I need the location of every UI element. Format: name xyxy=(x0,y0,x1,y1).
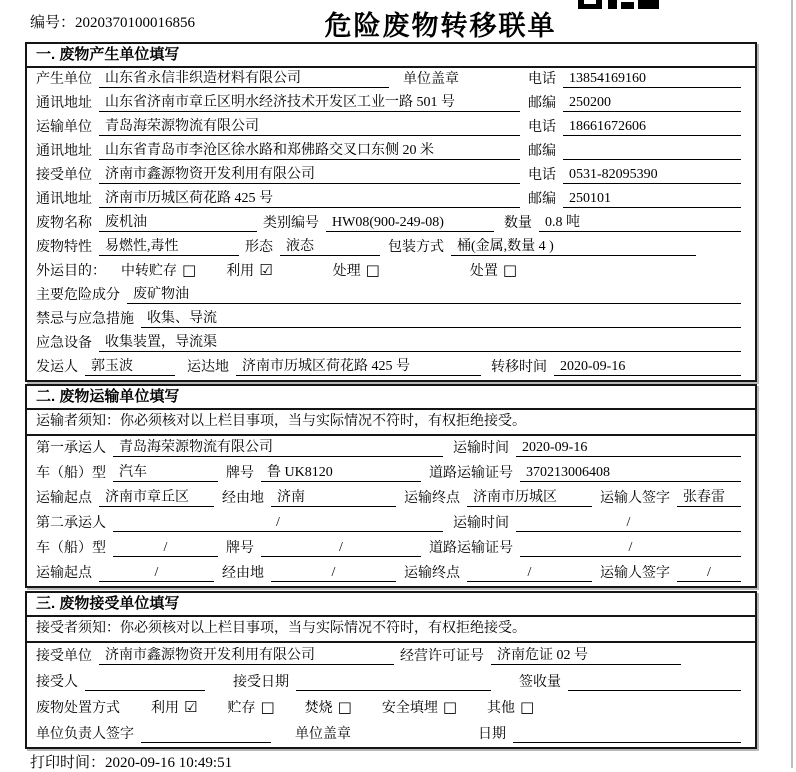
checkbox-utilize xyxy=(226,262,272,280)
notice-text: 你必须核对以上栏目事项，当与实际情况不符时，有权拒绝接受。 xyxy=(120,621,526,636)
checkbox-label: 处置 xyxy=(469,264,498,279)
checkbox-other xyxy=(487,699,534,717)
accept-person-label: 接受人 xyxy=(36,675,78,690)
row-shipper xyxy=(27,356,755,380)
vehicle-type-value: 汽车 xyxy=(113,464,218,482)
checkbox-checked-icon: ☑ xyxy=(184,698,198,716)
notice-label: 运输者须知： xyxy=(36,414,120,429)
checkbox-icon: □ xyxy=(365,261,380,279)
notice-label: 接受者须知： xyxy=(36,621,120,636)
row-transport-address xyxy=(27,140,755,164)
address-label: 通讯地址 xyxy=(36,192,92,207)
print-time xyxy=(30,751,232,772)
route-start-value: 济南市章丘区 xyxy=(99,489,214,507)
notice-text: 你必须核对以上栏目事项，当与实际情况不符时，有权拒绝接受。 xyxy=(120,414,526,429)
producer-unit-value: 山东省永信非织造材料有限公司 xyxy=(99,70,389,88)
route-via-label: 经由地 xyxy=(222,491,264,506)
packaging-value: 桶(金属,数量 4 ) xyxy=(451,238,696,256)
category-code-label: 类别编号 xyxy=(263,216,319,231)
quantity-value: 0.8 吨 xyxy=(539,214,741,232)
transfer-purpose-label: 外运目的： xyxy=(36,264,106,279)
row-disposal-method xyxy=(27,695,755,721)
row-route-1 xyxy=(27,486,755,511)
checkbox-utilize xyxy=(151,699,197,717)
transfer-time-label: 转移时间 xyxy=(491,360,547,375)
unit-seal-label: 单位盖章 xyxy=(295,727,351,742)
license-label: 经营许可证号 xyxy=(400,649,484,664)
vehicle-type-value: / xyxy=(113,539,218,557)
first-carrier-label: 第一承运人 xyxy=(36,441,106,456)
route-start-value: / xyxy=(99,564,214,582)
row-emergency-measures xyxy=(27,308,755,332)
road-permit-value: 370213006408 xyxy=(520,464,741,482)
checkbox-label: 利用 xyxy=(226,264,255,279)
row-receiver-unit xyxy=(27,164,755,188)
second-carrier-label: 第二承运人 xyxy=(36,516,106,531)
section-receiver xyxy=(25,591,757,749)
row-transfer-purpose xyxy=(27,260,755,284)
checkbox-icon: □ xyxy=(442,698,458,716)
row-vehicle-1 xyxy=(27,461,755,486)
route-via-value: 济南 xyxy=(271,489,396,507)
destination-value: 济南市历城区荷花路 425 号 xyxy=(236,358,481,376)
form-label: 形态 xyxy=(245,240,273,255)
section-transporter xyxy=(25,384,757,588)
emergency-measures-label: 禁忌与应急措施 xyxy=(36,312,134,327)
road-permit-value: / xyxy=(520,539,741,557)
receiver-zip-value: 250101 xyxy=(563,190,741,208)
license-value: 济南危证 02 号 xyxy=(491,647,681,665)
route-end-label: 运输终点 xyxy=(404,566,460,581)
doc-number-value: 2020370100016856 xyxy=(75,15,196,31)
checkbox-dispose xyxy=(470,262,517,280)
checkbox-store xyxy=(227,699,274,717)
accept-person-value xyxy=(85,690,205,691)
receiver-unit-label: 接受单位 xyxy=(36,168,92,183)
row-vehicle-2 xyxy=(27,536,755,561)
quantity-label: 数量 xyxy=(504,216,532,231)
row-hazard-components xyxy=(27,284,755,308)
accept-date-value xyxy=(296,690,491,691)
road-permit-label: 道路运输证号 xyxy=(429,541,513,556)
zip-label: 邮编 xyxy=(528,96,556,111)
checkbox-label: 焚烧 xyxy=(304,701,333,716)
plate-label: 牌号 xyxy=(226,541,254,556)
form-value: 液态 xyxy=(280,238,380,256)
producer-zip-value: 250200 xyxy=(563,94,741,112)
unit-seal-label: 单位盖章 xyxy=(403,72,459,87)
accept-unit-value: 济南市鑫源物资开发利用有限公司 xyxy=(99,647,394,665)
checkbox-label: 贮存 xyxy=(227,701,256,716)
route-end-label: 运输终点 xyxy=(404,491,460,506)
date-label: 日期 xyxy=(478,727,506,742)
emergency-equipment-value: 收集装置，导流渠 xyxy=(99,334,741,352)
row-producer-unit xyxy=(27,68,755,92)
row-accept-unit xyxy=(27,643,755,669)
phone-label: 电话 xyxy=(528,120,556,135)
section2-title: 二. 废物运输单位填写 xyxy=(27,386,755,410)
receiver-phone-value: 0531-82095390 xyxy=(563,166,741,184)
row-first-carrier xyxy=(27,436,755,461)
phone-label: 电话 xyxy=(528,168,556,183)
packaging-label: 包装方式 xyxy=(388,240,444,255)
row-receiver-address xyxy=(27,188,755,212)
transport-phone-value: 18661672606 xyxy=(563,118,741,136)
producer-unit-label: 产生单位 xyxy=(36,72,92,87)
transport-time-value: 2020-09-16 xyxy=(516,439,741,457)
checkbox-icon: □ xyxy=(502,261,518,279)
receiver-notice xyxy=(27,617,755,643)
received-quantity-label: 签收量 xyxy=(519,675,561,690)
accept-unit-label: 接受单位 xyxy=(36,649,92,664)
checkbox-checked-icon: ☑ xyxy=(259,261,273,279)
plate-value: / xyxy=(261,539,421,557)
route-start-label: 运输起点 xyxy=(36,491,92,506)
accept-date-label: 接受日期 xyxy=(233,675,289,690)
shipper-value: 郭玉波 xyxy=(85,358,175,376)
checkbox-treat xyxy=(333,262,380,280)
transport-time-value: / xyxy=(516,514,741,532)
responsible-signature-value xyxy=(141,742,271,743)
checkbox-label: 中转贮存 xyxy=(121,264,177,279)
plate-value: 鲁 UK8120 xyxy=(261,464,421,482)
checkbox-icon: □ xyxy=(182,261,197,279)
destination-label: 运达地 xyxy=(187,360,229,375)
route-start-label: 运输起点 xyxy=(36,566,92,581)
row-producer-address xyxy=(27,92,755,116)
route-via-label: 经由地 xyxy=(222,566,264,581)
category-code-value: HW08(900-249-08) xyxy=(326,214,494,232)
carrier-signature-label: 运输人签字 xyxy=(600,566,670,581)
carrier-signature-label: 运输人签字 xyxy=(600,491,670,506)
doc-number-label: 编号： xyxy=(30,15,76,31)
row-route-2 xyxy=(27,561,755,586)
route-end-value: 济南市历城区 xyxy=(467,489,592,507)
row-waste-traits xyxy=(27,236,755,260)
vehicle-type-label: 车（船）型 xyxy=(36,466,106,481)
shipper-label: 发运人 xyxy=(36,360,78,375)
zip-label: 邮编 xyxy=(528,192,556,207)
section3-title: 三. 废物接受单位填写 xyxy=(27,593,755,617)
emergency-measures-value: 收集、导流 xyxy=(141,310,741,328)
address-label: 通讯地址 xyxy=(36,96,92,111)
transport-address-value: 山东省青岛市李沧区徐水路和郑佛路交叉口东侧 20 米 xyxy=(99,142,520,160)
hazard-components-value: 废矿物油 xyxy=(127,286,741,304)
date-value xyxy=(513,742,741,743)
received-quantity-value xyxy=(568,690,741,691)
transport-time-label: 运输时间 xyxy=(453,441,509,456)
checkbox-icon: □ xyxy=(337,698,352,716)
transport-unit-value: 青岛海荣源物流有限公司 xyxy=(99,118,520,136)
checkbox-incinerate xyxy=(305,699,352,717)
transporter-notice xyxy=(27,410,755,436)
checkbox-transfer-storage xyxy=(121,262,196,280)
vehicle-type-label: 车（船）型 xyxy=(36,541,106,556)
address-label: 通讯地址 xyxy=(36,144,92,159)
row-waste-name xyxy=(27,212,755,236)
page-title: 危险废物转移联单 xyxy=(324,11,557,41)
row-second-carrier xyxy=(27,511,755,536)
waste-name-value: 废机油 xyxy=(99,214,257,232)
receiver-address-value: 济南市历城区荷花路 425 号 xyxy=(99,190,520,208)
section1-title: 一. 废物产生单位填写 xyxy=(27,44,755,68)
carrier-signature-value: / xyxy=(677,564,741,582)
waste-traits-label: 废物特性 xyxy=(36,240,92,255)
transport-time-label: 运输时间 xyxy=(453,516,509,531)
checkbox-label: 安全填埋 xyxy=(381,701,438,716)
emergency-equipment-label: 应急设备 xyxy=(36,336,92,351)
producer-phone-value: 13854169160 xyxy=(563,70,741,88)
route-end-value: / xyxy=(467,564,592,582)
receiver-unit-value: 济南市鑫源物资开发利用有限公司 xyxy=(99,166,520,184)
checkbox-label: 处理 xyxy=(332,264,361,279)
zip-label: 邮编 xyxy=(528,144,556,159)
waste-traits-value: 易燃性,毒性 xyxy=(99,238,239,256)
producer-address-value: 山东省济南市章丘区明水经济技术开发区工业一路 501 号 xyxy=(99,94,520,112)
row-emergency-equipment xyxy=(27,332,755,356)
checkbox-label: 利用 xyxy=(151,701,179,716)
disposal-method-label: 废物处置方式 xyxy=(36,701,120,716)
transport-unit-label: 运输单位 xyxy=(36,120,92,135)
checkbox-icon: □ xyxy=(520,698,535,716)
checkbox-label: 其他 xyxy=(487,701,516,716)
row-responsible-signature xyxy=(27,721,755,747)
print-time-value: 2020-09-16 10:49:51 xyxy=(105,755,233,771)
row-accept-person xyxy=(27,669,755,695)
route-via-value: / xyxy=(271,564,396,582)
plate-label: 牌号 xyxy=(226,466,254,481)
page-right-edge xyxy=(791,0,793,768)
road-permit-label: 道路运输证号 xyxy=(429,466,513,481)
checkbox-icon: □ xyxy=(260,698,275,716)
checkbox-landfill xyxy=(382,699,457,717)
row-transport-unit xyxy=(27,116,755,140)
phone-label: 电话 xyxy=(528,72,556,87)
first-carrier-value: 青岛海荣源物流有限公司 xyxy=(113,439,443,457)
transfer-time-value: 2020-09-16 xyxy=(554,358,741,376)
responsible-signature-label: 单位负责人签字 xyxy=(36,727,134,742)
waste-name-label: 废物名称 xyxy=(36,216,92,231)
carrier-signature-value: 张春雷 xyxy=(677,489,741,507)
transport-zip-value xyxy=(563,159,741,160)
section-producer xyxy=(25,42,757,382)
hazard-components-label: 主要危险成分 xyxy=(36,288,120,303)
second-carrier-value: / xyxy=(113,514,443,532)
print-time-label: 打印时间： xyxy=(30,755,106,771)
